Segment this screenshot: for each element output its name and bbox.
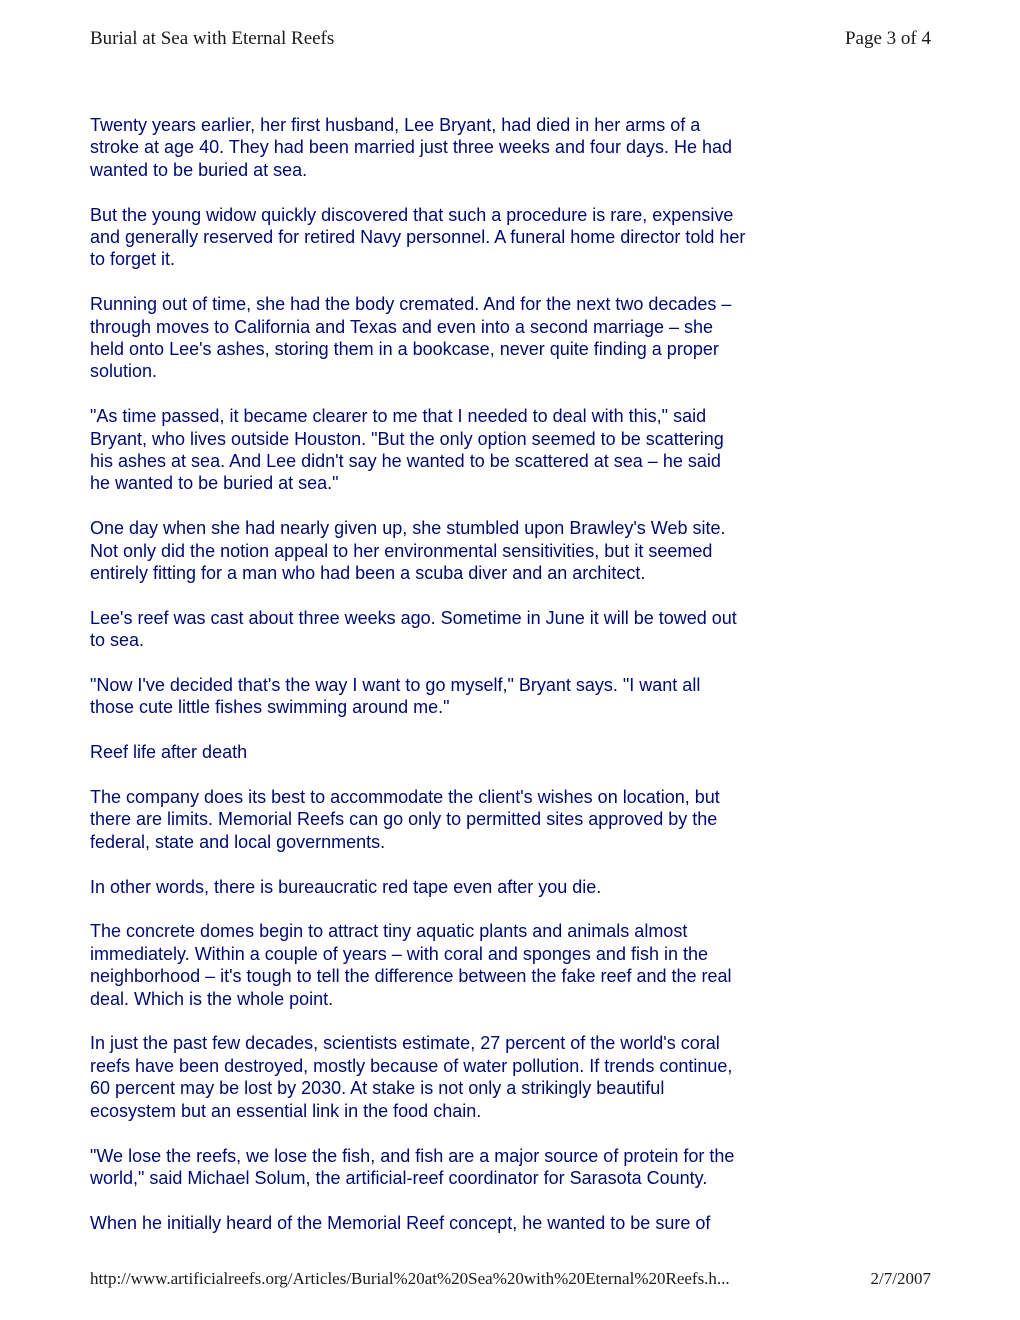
footer-date: 2/7/2007 <box>870 1269 931 1288</box>
article-paragraph: Twenty years earlier, her first husband, Lee Bryant, had died in her arms of a stroke at age 40. They had been married just three weeks and four days. He had wanted to be buried at sea. <box>90 115 733 180</box>
section-heading: Reef life after death <box>90 742 248 763</box>
article-paragraph: The company does its best to accommodate the client's wishes on location, but there are limits. Memorial Reefs can go only to permitted sites approved by the federal, state and local governments. <box>90 787 720 852</box>
article-paragraph: "As time passed, it became clearer to me that I needed to deal with this," said Bryant, who lives outside Houston. "But the only option seemed to be scattering his ashes at sea. And Lee didn't say he wanted to be scattered at sea – he said he wanted to be buried at sea." <box>90 406 724 494</box>
article-paragraph: But the young widow quickly discovered that such a procedure is rare, expensive and generally reserved for retired Navy personnel. A funeral home director told her to forget it. <box>90 204 746 270</box>
article-paragraph: In just the past few decades, scientists estimate, 27 percent of the world's coral reefs have been destroyed, mostly because of water pollution. If trends continue, 60 percent may be lost by 2030. At stake is not only a strikingly beautiful ecosystem but an essential link in the food chain. <box>90 1033 733 1121</box>
article-paragraph: Lee's reef was cast about three weeks ago. Sometime in June it will be towed out to sea. <box>90 607 737 651</box>
article-paragraph: "Now I've decided that's the way I want to go myself," Bryant says. "I want all those cute little fishes swimming around me." <box>90 675 701 718</box>
footer-url: http://www.artificialreefs.org/Articles/Burial%20at%20Sea%20with%20Eternal%20Reefs.h... <box>90 1269 730 1288</box>
page-number: Page 3 of 4 <box>844 28 931 49</box>
article-paragraph: In other words, there is bureaucratic red tape even after you die. <box>90 876 602 897</box>
article-paragraph: When he initially heard of the Memorial Reef concept, he wanted to be sure of <box>90 1212 711 1233</box>
article-body <box>90 114 840 1257</box>
article-paragraph: Running out of time, she had the body cremated. And for the next two decades – through moves to California and Texas and even into a second marriage – she held onto Lee's ashes, storing them in a bookcase, never quite finding a proper solution. <box>90 294 732 382</box>
article-paragraph: One day when she had nearly given up, she stumbled upon Brawley's Web site. Not only did the notion appeal to her environmental sensitivities, but it seemed entirely fitting for a man who had been a scuba diver and an architect. <box>90 518 726 584</box>
article-paragraph: "We lose the reefs, we lose the fish, and fish are a major source of protein for the world," said Michael Solum, the artificial-reef coordinator for Sarasota County. <box>90 1145 735 1188</box>
page-header-title: Burial at Sea with Eternal Reefs <box>90 28 335 49</box>
article-paragraph: The concrete domes begin to attract tiny aquatic plants and animals almost immediately. Within a couple of years – with coral and sponges and fish in the neighborhood – it's tough to tell the difference between the fake reef and the real deal. Which is the whole point. <box>90 921 732 1009</box>
